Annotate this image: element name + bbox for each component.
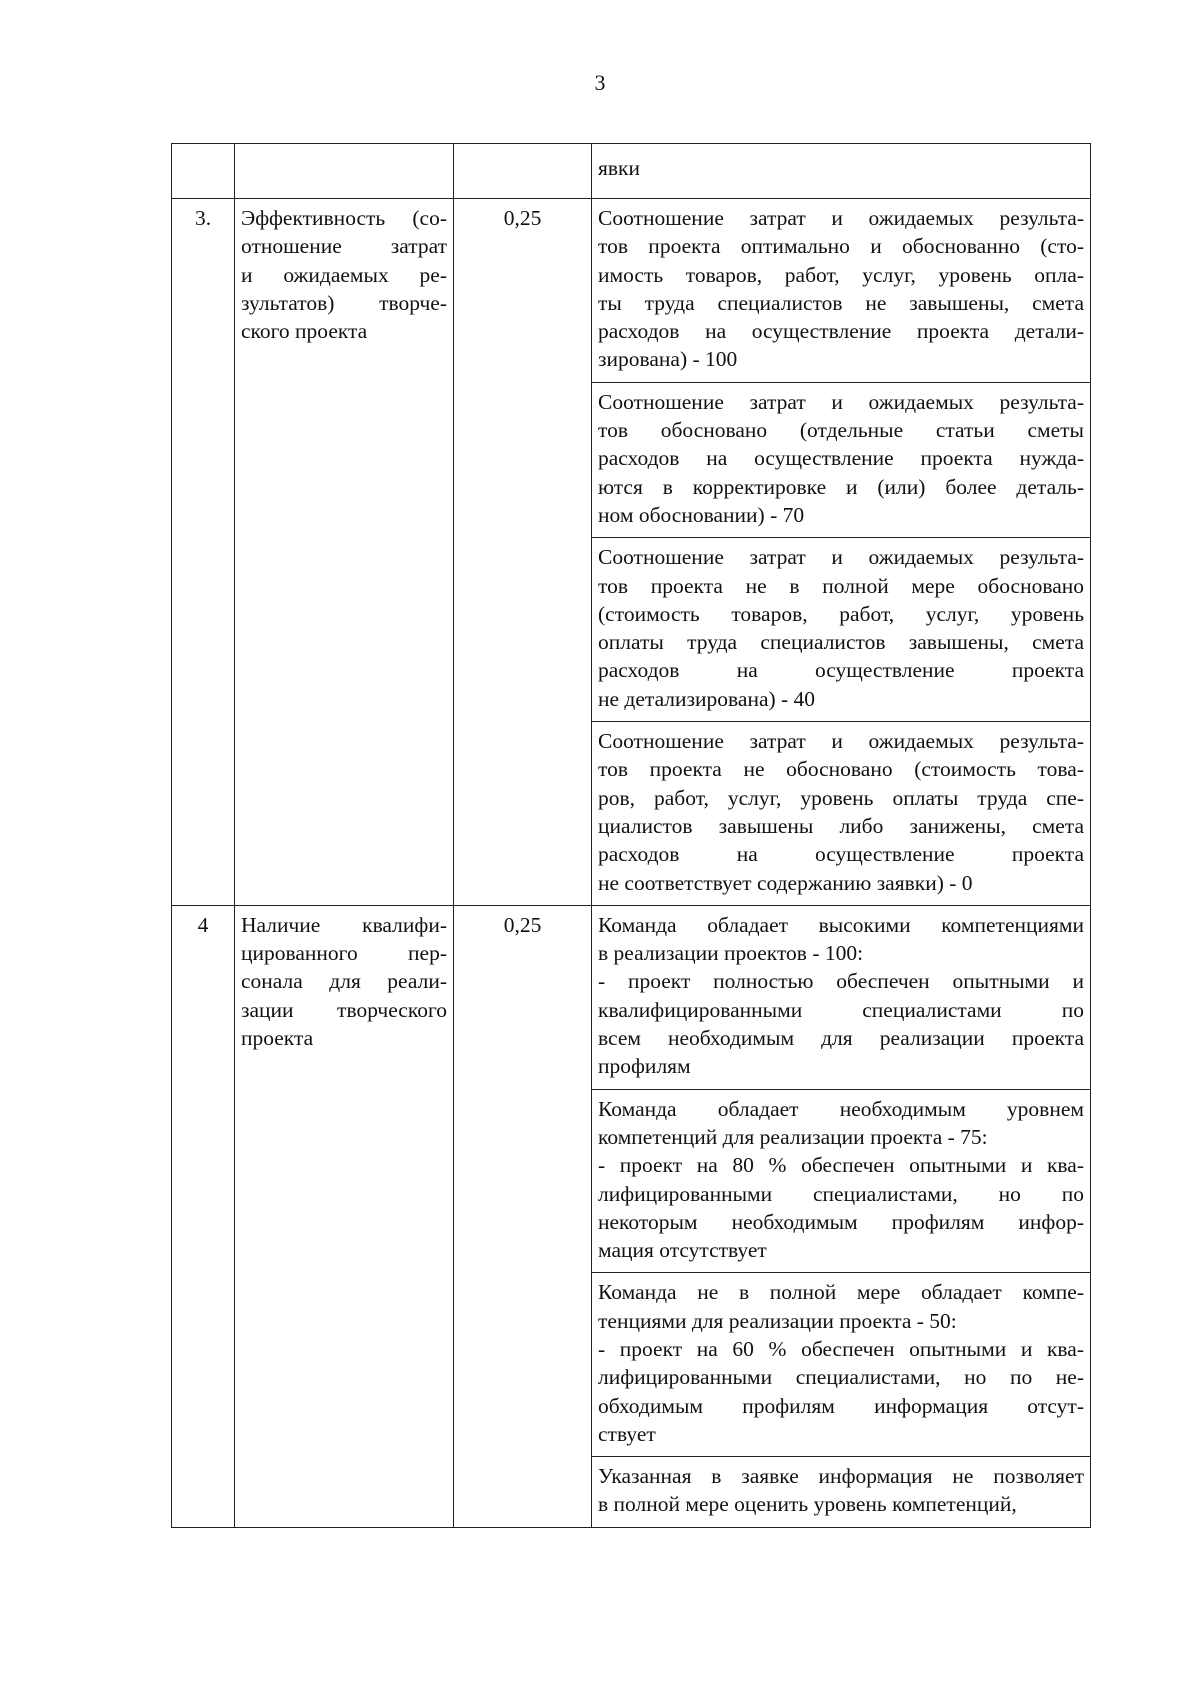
score-level-cell — [592, 722, 1091, 906]
level-line: тов проекта не в полной мере обосновано — [598, 573, 1084, 598]
criterion-weight: 0,25 — [454, 905, 592, 1527]
level-line: Соотношение затрат и ожидаемых результа- — [598, 389, 1084, 414]
criterion-name-line: Эффективность (со- — [241, 206, 447, 230]
name-cell — [235, 144, 454, 199]
score-level-cell — [592, 199, 1091, 383]
level-line: квалифицированными специалистами по — [598, 997, 1084, 1022]
level-line: Соотношение затрат и ожидаемых результа- — [598, 545, 1084, 570]
description-cell: явки — [592, 144, 1091, 199]
level-line: лифицированными специалистами, но по не- — [598, 1365, 1084, 1390]
criterion-weight: 0,25 — [454, 199, 592, 906]
level-line: тов проекта не обосновано (стоимость това- — [598, 757, 1084, 782]
level-line: тенциями для реализации проекта - 50: — [598, 1308, 957, 1333]
level-line: мация отсутствует — [598, 1238, 767, 1263]
score-level-cell — [592, 382, 1091, 537]
level-line: имость товаров, работ, услуг, уровень опла- — [598, 262, 1084, 287]
level-line: циалистов завышены либо занижены, смета — [598, 813, 1084, 838]
score-level-cell — [592, 1457, 1091, 1528]
page-number: 3 — [594, 70, 606, 95]
level-line: Указанная в заявке информация не позволяет — [598, 1464, 1084, 1489]
level-line: ров, работ, услуг, уровень оплаты труда спе- — [598, 785, 1084, 810]
level-line: Команда обладает высокими компетенциями — [598, 912, 1084, 937]
level-line: не детализирована) - 40 — [598, 686, 816, 711]
level-line: расходов на осуществление проекта — [598, 842, 1084, 867]
num-cell — [172, 144, 235, 199]
criteria-table — [171, 143, 1091, 1528]
criterion-row — [172, 905, 1091, 1089]
level-line: тов обосновано (отдельные статьи сметы — [598, 418, 1084, 443]
level-line: тов проекта оптимально и обоснованно (сто- — [598, 234, 1084, 259]
criterion-row — [172, 199, 1091, 383]
criterion-name-line: отношение затрат — [241, 234, 447, 259]
level-line: Команда обладает необходимым уровнем — [598, 1096, 1084, 1121]
score-level-cell — [592, 905, 1091, 1089]
level-line: ствует — [598, 1421, 656, 1446]
level-line: расходов на осуществление проекта детали- — [598, 319, 1084, 344]
criterion-name — [235, 905, 454, 1527]
criterion-name-line: цированного пер- — [241, 941, 447, 966]
continuation-row — [172, 144, 1091, 199]
criterion-number: 3. — [172, 199, 235, 906]
level-line: компетенций для реализации проекта - 75: — [598, 1124, 988, 1149]
level-line: ты труда специалистов не завышены, смета — [598, 290, 1084, 315]
level-line: всем необходимым для реализации проекта — [598, 1026, 1084, 1051]
criterion-name-line: зультатов) творче- — [241, 290, 447, 315]
level-line: расходов на осуществление проекта — [598, 658, 1084, 683]
level-line: не соответствует содержанию заявки) - 0 — [598, 870, 973, 895]
level-line: Соотношение затрат и ожидаемых результа- — [598, 206, 1084, 230]
level-line: некоторым необходимым профилям инфор- — [598, 1209, 1084, 1234]
criterion-name-line: проекта — [241, 1026, 314, 1051]
level-line: обходимым профилям информация отсут- — [598, 1393, 1084, 1418]
level-line: Команда не в полной мере обладает компе- — [598, 1280, 1084, 1305]
score-level-cell — [592, 1089, 1091, 1273]
level-line: лифицированными специалистами, но по — [598, 1181, 1084, 1206]
level-line: расходов на осуществление проекта нужда- — [598, 446, 1084, 471]
level-line: - проект на 80 % обеспечен опытными и ква- — [598, 1153, 1084, 1178]
criterion-name — [235, 199, 454, 906]
level-line: ются в корректировке и (или) более деталь- — [598, 474, 1084, 499]
level-line: в реализации проектов - 100: — [598, 941, 864, 966]
level-line: оплаты труда специалистов завышены, смета — [598, 630, 1084, 655]
score-level-cell — [592, 1273, 1091, 1457]
criterion-name-line: Наличие квалифи- — [241, 912, 447, 937]
criterion-number: 4 — [172, 905, 235, 1527]
weight-cell — [454, 144, 592, 199]
level-line: Соотношение затрат и ожидаемых результа- — [598, 729, 1084, 754]
level-line: - проект полностью обеспечен опытными и — [598, 969, 1084, 994]
level-line: зирована) - 100 — [598, 347, 738, 372]
level-line: профилям — [598, 1054, 691, 1079]
level-line: ном обосновании) - 70 — [598, 502, 805, 527]
level-line: (стоимость товаров, работ, услуг, уровень — [598, 601, 1084, 626]
criterion-name-line: и ожидаемых ре- — [241, 262, 447, 287]
criterion-name-line: сонала для реали- — [241, 969, 447, 994]
criterion-name-line: зации творческого — [241, 997, 447, 1022]
criterion-name-line: ского проекта — [241, 319, 368, 344]
level-line: в полной мере оценить уровень компетенций, — [598, 1492, 1017, 1517]
level-line: - проект на 60 % обеспечен опытными и ква- — [598, 1336, 1084, 1361]
score-level-cell — [592, 538, 1091, 722]
